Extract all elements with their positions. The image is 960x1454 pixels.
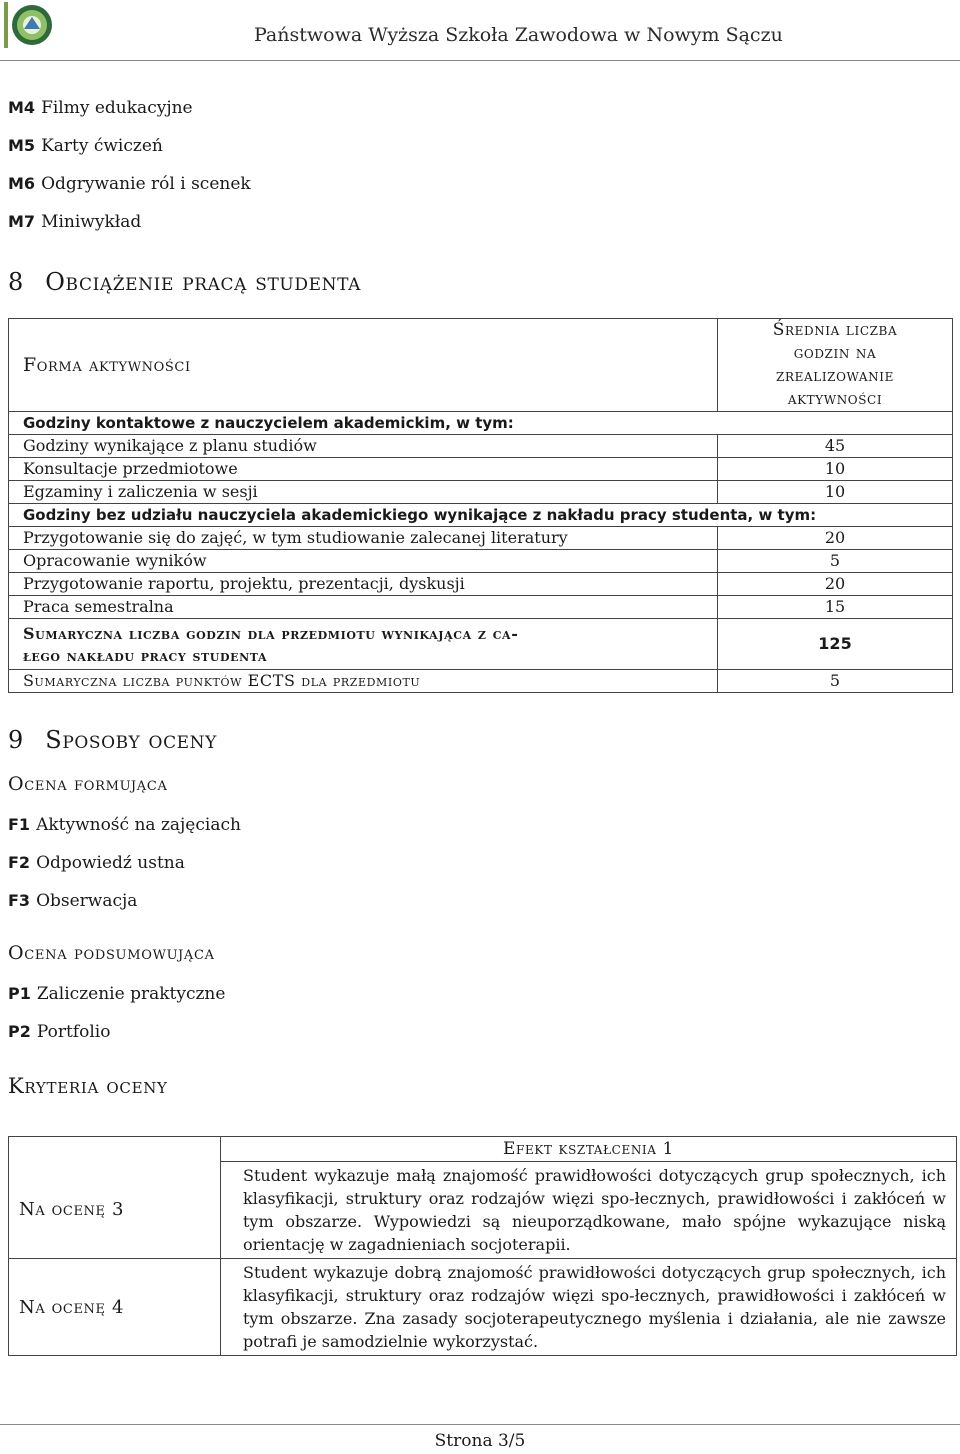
sum-hours-row: Sumaryczna liczba godzin dla przedmiotu wynikająca z ca- łego nakładu pracy studenta 125 [9,619,953,670]
table-row: Opracowanie wyników 5 [9,550,953,573]
col-hours-header: Średnia liczba godzin na zrealizowanie aktywności [718,319,953,412]
section-9-heading: 9 Sposoby oceny [8,726,217,754]
table-row: Godziny wynikające z planu studiów 45 [9,435,953,458]
header-divider [0,60,960,61]
summative-item: P2 Portfolio [8,1022,111,1042]
table-group-row [9,412,953,435]
university-logo [4,2,56,48]
summative-heading: Ocena podsumowująca [8,942,215,964]
table-header-row [9,319,953,412]
formative-item: F3 Obserwacja [8,891,138,911]
formative-item: F1 Aktywność na zajęciach [8,815,241,835]
table-row [9,1162,957,1259]
group-self-study-hours: Godziny bez udziału nauczyciela akademickiego wynikające z nakładu pracy studenta, w tym: [9,504,953,527]
criteria-heading: Kryteria oceny [8,1074,168,1098]
grade-description: Student wykazuje małą znajomość prawidłowości dotyczących grup społecznych, ich klasyfikacji, struktury oraz rodzajów więzi spo-łecznych, prawidłowości i zakłóceń w tym obszarze. Wypowiedzi są nieuporządkowane, mało spójne wykazujące niską orientację w zagadnieniach socjoterapii. [221,1162,957,1259]
sum-hours-value: 125 [718,619,953,670]
table-row: Przygotowanie raportu, projektu, prezentacji, dyskusji 20 [9,573,953,596]
table-row: Konsultacje przedmiotowe 10 [9,458,953,481]
sum-ects-value: 5 [718,670,953,693]
group-contact-hours: Godziny kontaktowe z nauczycielem akademickim, w tym: [9,412,953,435]
page-number: Strona 3/5 [434,1431,526,1451]
table-row [9,1259,957,1356]
formative-heading: Ocena formująca [8,773,168,795]
summative-item: P1 Zaliczenie praktyczne [8,984,226,1004]
method-item: M6 Odgrywanie ról i scenek [8,174,251,194]
grade-label: Na ocenę 3 [9,1162,221,1259]
method-item: M4 Filmy edukacyjne [8,98,193,118]
table-row: Praca semestralna 15 [9,596,953,619]
method-item: M5 Karty ćwiczeń [8,136,163,156]
method-item: M7 Miniwykład [8,212,142,232]
formative-item: F2 Odpowiedź ustna [8,853,185,873]
table-row: Przygotowanie się do zajęć, w tym studiowanie zalecanej literatury 20 [9,527,953,550]
grade-description: Student wykazuje dobrą znajomość prawidłowości dotyczących grup społecznych, ich klasyfikacji, struktury oraz rodzajów więzi spo-łecznych, prawidłowości i zakłóceń w tym obszarze. Zna zasady socjoterapeutycznego myślenia i działania, ale nie zawsze potrafi je samodzielnie wykorzystać. [221,1259,957,1356]
section-8-heading: 8 Obciążenie pracą studenta [8,268,361,296]
sum-ects-row: Sumaryczna liczba punktów ECTS dla przedmiotu 5 [9,670,953,693]
table-row: Egzaminy i zaliczenia w sesji 10 [9,481,953,504]
footer-divider [0,1424,960,1425]
header-institution: Państwowa Wyższa Szkoła Zawodowa w Nowym Sączu [254,24,783,46]
col-activity-header: Forma aktywności [9,319,718,412]
table-group-row [9,504,953,527]
workload-table [8,318,953,693]
grade-label: Na ocenę 4 [9,1259,221,1356]
effect-header: Efekt kształcenia 1 [221,1137,957,1162]
criteria-table [8,1136,957,1356]
